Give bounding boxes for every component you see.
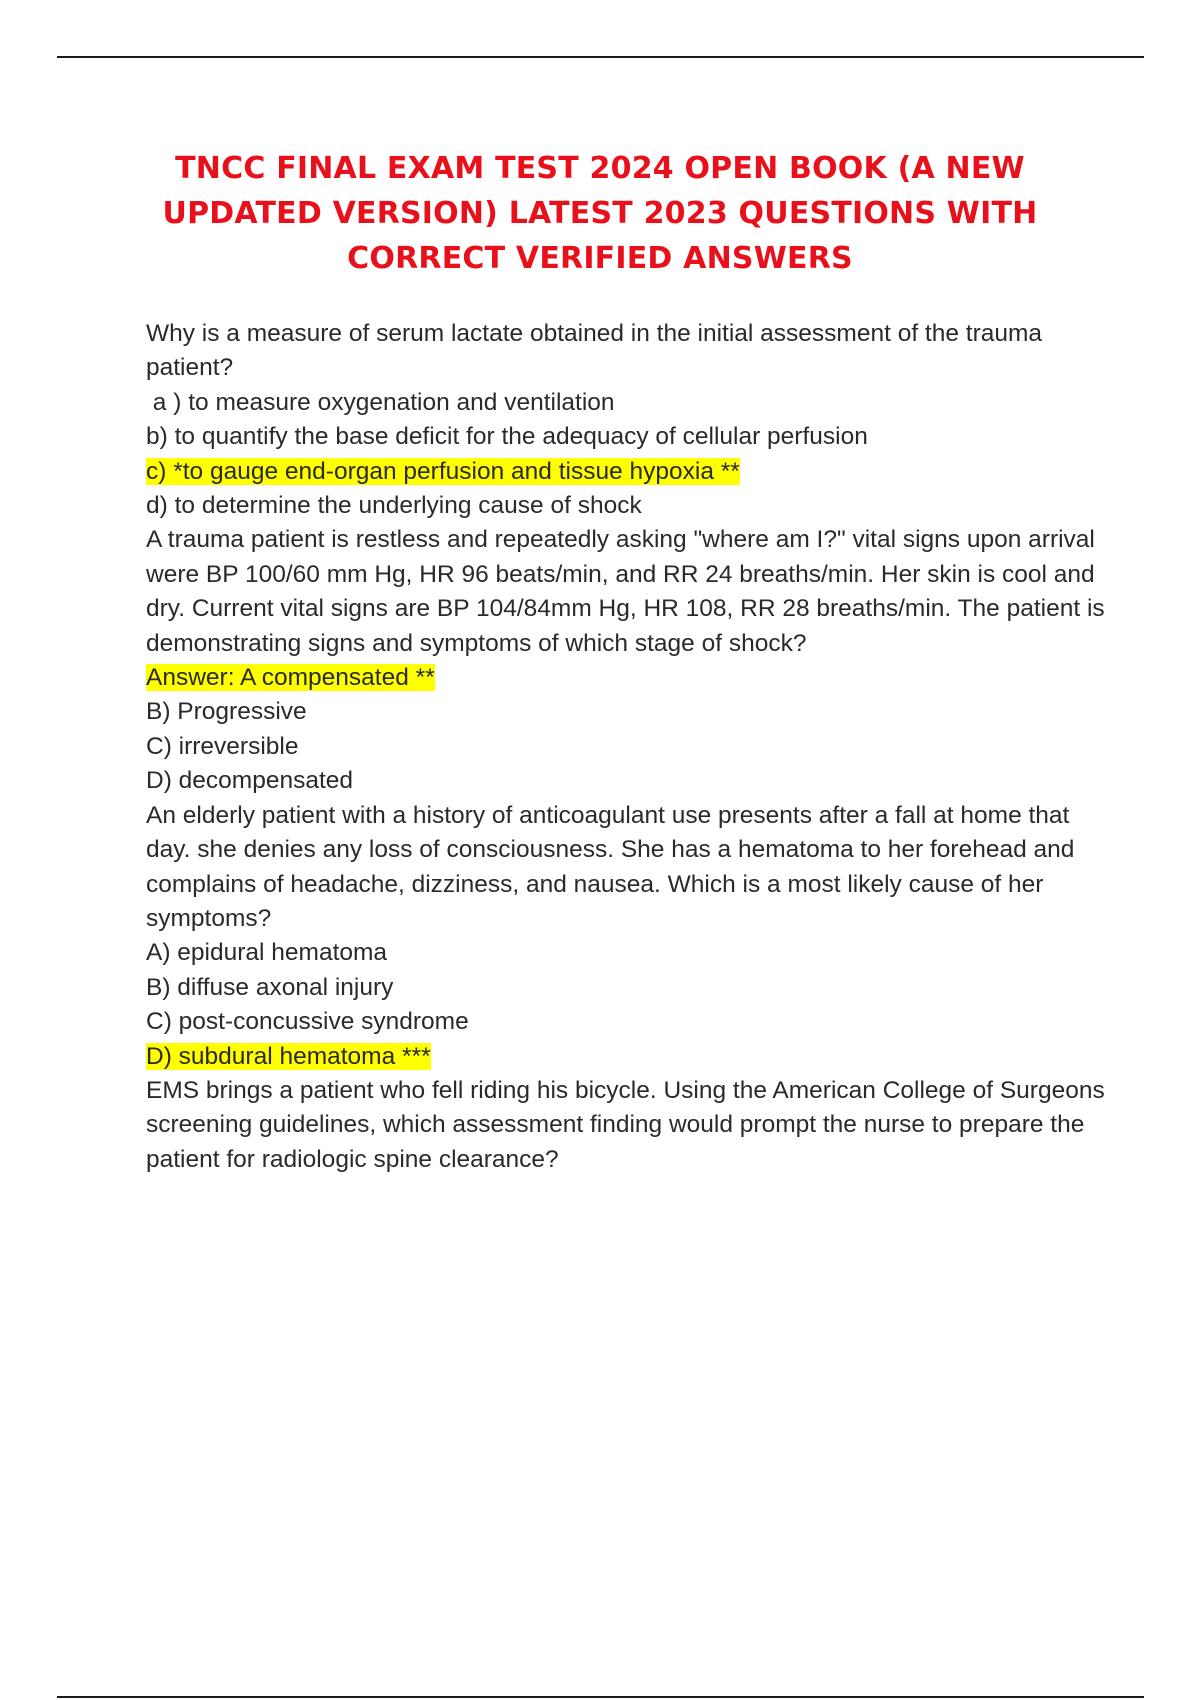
question-2-answer-correct — [146, 661, 1106, 695]
question-1-option-c-correct — [146, 455, 1106, 489]
correct-answer-highlight: c) *to gauge end-organ perfusion and tissue hypoxia ** — [146, 457, 740, 485]
question-3-option-c: C) post-concussive syndrome — [146, 1008, 469, 1036]
correct-answer-highlight: Answer: A compensated ** — [146, 664, 435, 692]
document-body — [146, 317, 1106, 1177]
question-2-option-d: D) decompensated — [146, 767, 354, 795]
document-title: TNCC FINAL EXAM TEST 2024 OPEN BOOK (A NEW UPDATED VERSION) LATEST 2023 QUESTIONS WITH CORRECT VERIFIED ANSWERS — [162, 151, 1038, 276]
bottom-rule — [57, 1696, 1144, 1698]
question-1-option-a: a ) to measure oxygenation and ventilation — [146, 388, 615, 416]
question-4-stem: EMS brings a patient who fell riding his bicycle. Using the American College of Surgeons screening guidelines, which assessment finding would prompt the nurse to prepare the patient for radiologic spine clearance? — [146, 1076, 1105, 1173]
top-rule — [57, 56, 1144, 58]
question-1-option-d: d) to determine the underlying cause of shock — [146, 492, 642, 520]
question-3-option-a: A) epidural hematoma — [146, 939, 388, 967]
question-2-option-c: C) irreversible — [146, 732, 299, 760]
question-2-option-b: B) Progressive — [146, 698, 307, 726]
question-1-stem: Why is a measure of serum lactate obtained in the initial assessment of the trauma patient? — [146, 320, 1043, 382]
question-3-option-b: B) diffuse axonal injury — [146, 973, 394, 1001]
question-1-option-b: b) to quantify the base deficit for the adequacy of cellular perfusion — [146, 423, 868, 451]
question-3-stem: An elderly patient with a history of anticoagulant use presents after a fall at home that day. she denies any loss of consciousness. She has a hematoma to her forehead and complains of headache, dizziness, and nausea. Which is a most likely cause of her symptoms? — [146, 801, 1075, 932]
question-2-stem: A trauma patient is restless and repeatedly asking "where am I?" vital signs upon arrival were BP 100/60 mm Hg, HR 96 beats/min, and RR 24 breaths/min. Her skin is cool and dry. Current vital signs are BP 104/84mm Hg, HR 108, RR 28 breaths/min. The patient is demonstrating signs and symptoms of which stage of shock? — [146, 526, 1105, 657]
correct-answer-highlight: D) subdural hematoma *** — [146, 1042, 431, 1070]
question-3-option-d-correct — [146, 1040, 1106, 1074]
